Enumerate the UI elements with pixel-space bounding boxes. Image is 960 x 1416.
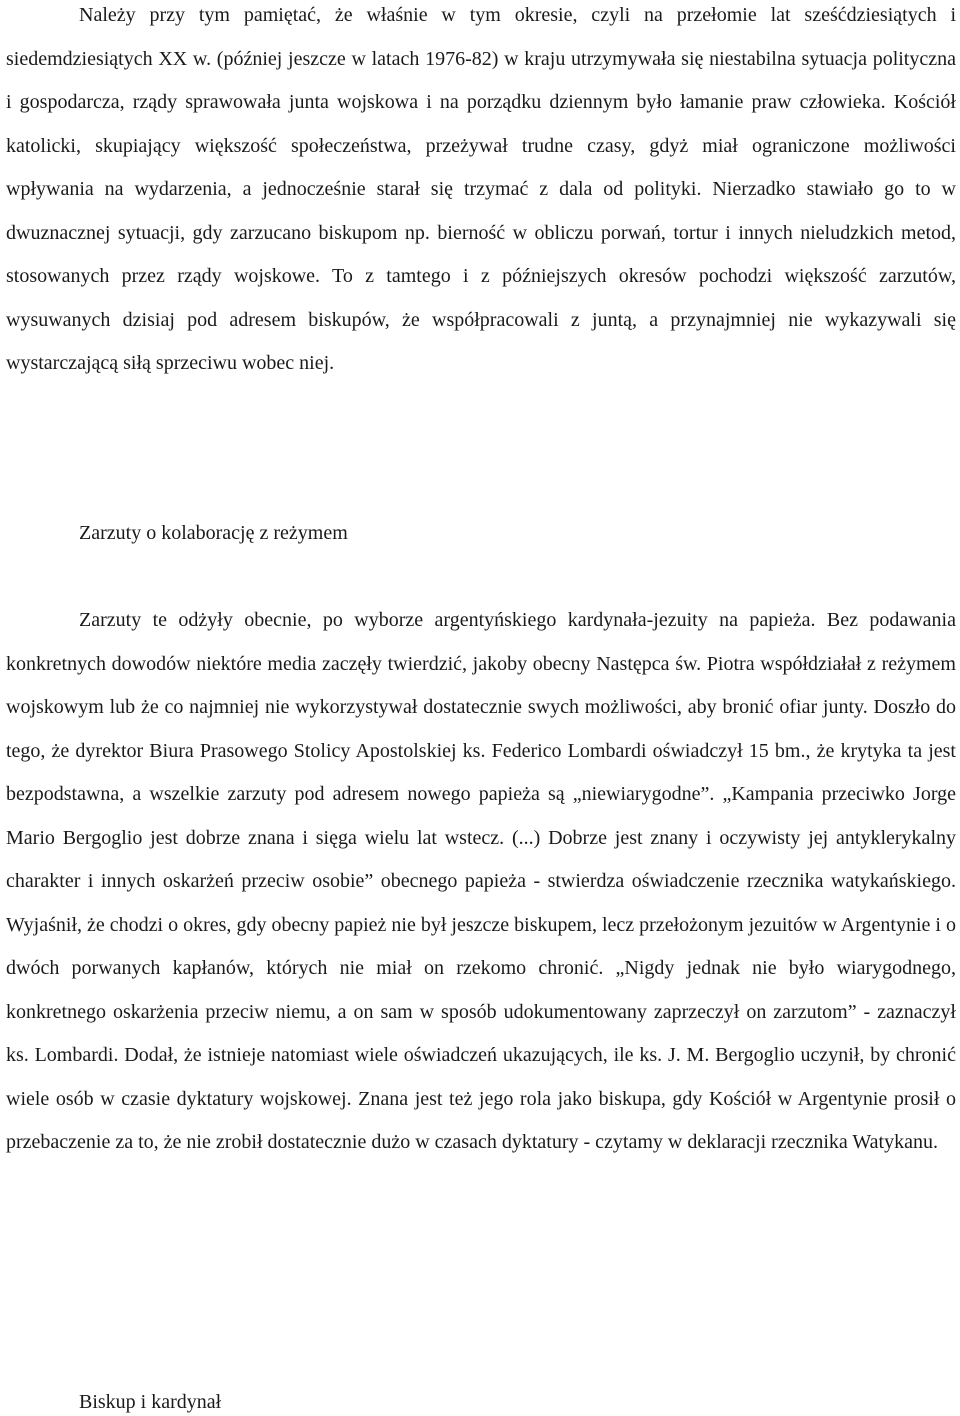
- body-paragraph-1: Należy przy tym pamiętać, że właśnie w tym okresie, czyli na przełomie lat sześćdziesiątych i siedemdziesiątych XX w. (później jeszcze w latach 1976-82) w kraju utrzymywała się niestabilna sytuacja polityczna i gospodarcza, rządy sprawowała junta wojskowa i na porządku dziennym było łamanie praw człowieka. Kościół katolicki, skupiający większość społeczeństwa, przeżywał trudne czasy, gdyż miał ograniczone możliwości wpływania na wydarzenia, a jednocześnie starał się trzymać z dala od polityki. Nierzadko stawiało go to w dwuznacznej sytuacji, gdy zarzucano biskupom np. bierność w obliczu porwań, tortur i innych nieludzkich metod, stosowanych przez rządy wojskowe. To z tamtego i z późniejszych okresów pochodzi większość zarzutów, wysuwanych dzisiaj pod adresem biskupów, że współpracowali z juntą, a przynajmniej nie wykazywali się wystarczającą siłą sprzeciwu wobec niej.: [6, 4, 956, 374]
- document-page: [6, 0, 956, 1416]
- body-paragraph-2: Zarzuty te odżyły obecnie, po wyborze argentyńskiego kardynała-jezuity na papieża. Bez podawania konkretnych dowodów niektóre media zaczęły twierdzić, jakoby obecny Następca św. Piotra współdziałał z reżymem wojskowym lub że co najmniej nie wykorzystywał dostatecznie swych możliwości, aby bronić ofiar junty. Doszło do tego, że dyrektor Biura Prasowego Stolicy Apostolskiej ks. Federico Lombardi oświadczył 15 bm., że krytyka ta jest bezpodstawna, a wszelkie zarzuty pod adresem nowego papieża są „niewiarygodne”. „Kampania przeciwko Jorge Mario Bergoglio jest dobrze znana i sięga wielu lat wstecz. (...) Dobrze jest znany i oczywisty jej antyklerykalny charakter i innych oskarżeń przeciw osobie” obecnego papieża - stwierdza oświadczenie rzecznika watykańskiego. Wyjaśnił, że chodzi o okres, gdy obecny papież nie był jeszcze biskupem, lecz przełożonym jezuitów w Argentynie i o dwóch porwanych kapłanów, których nie miał on rzekomo chronić. „Nigdy jednak nie było wiarygodnego, konkretnego oskarżenia przeciw niemu, a on sam w sposób udokumentowany zaprzeczył on zarzutom” - zaznaczył ks. Lombardi. Dodał, że istnieje natomiast wiele oświadczeń ukazujących, ile ks. J. M. Bergoglio uczynił, by chronić wiele osób w czasie dyktatury wojskowej. Znana jest też jego rola jako biskupa, gdy Kościół w Argentynie prosił o przebaczenie za to, że nie zrobił dostatecznie dużo w czasach dyktatury - czytamy w deklaracji rzecznika Watykanu.: [6, 609, 956, 1153]
- section-heading-collaboration-charges: Zarzuty o kolaborację z reżymem: [79, 522, 348, 544]
- section-heading-bishop-and-cardinal: Biskup i kardynał: [79, 1391, 222, 1413]
